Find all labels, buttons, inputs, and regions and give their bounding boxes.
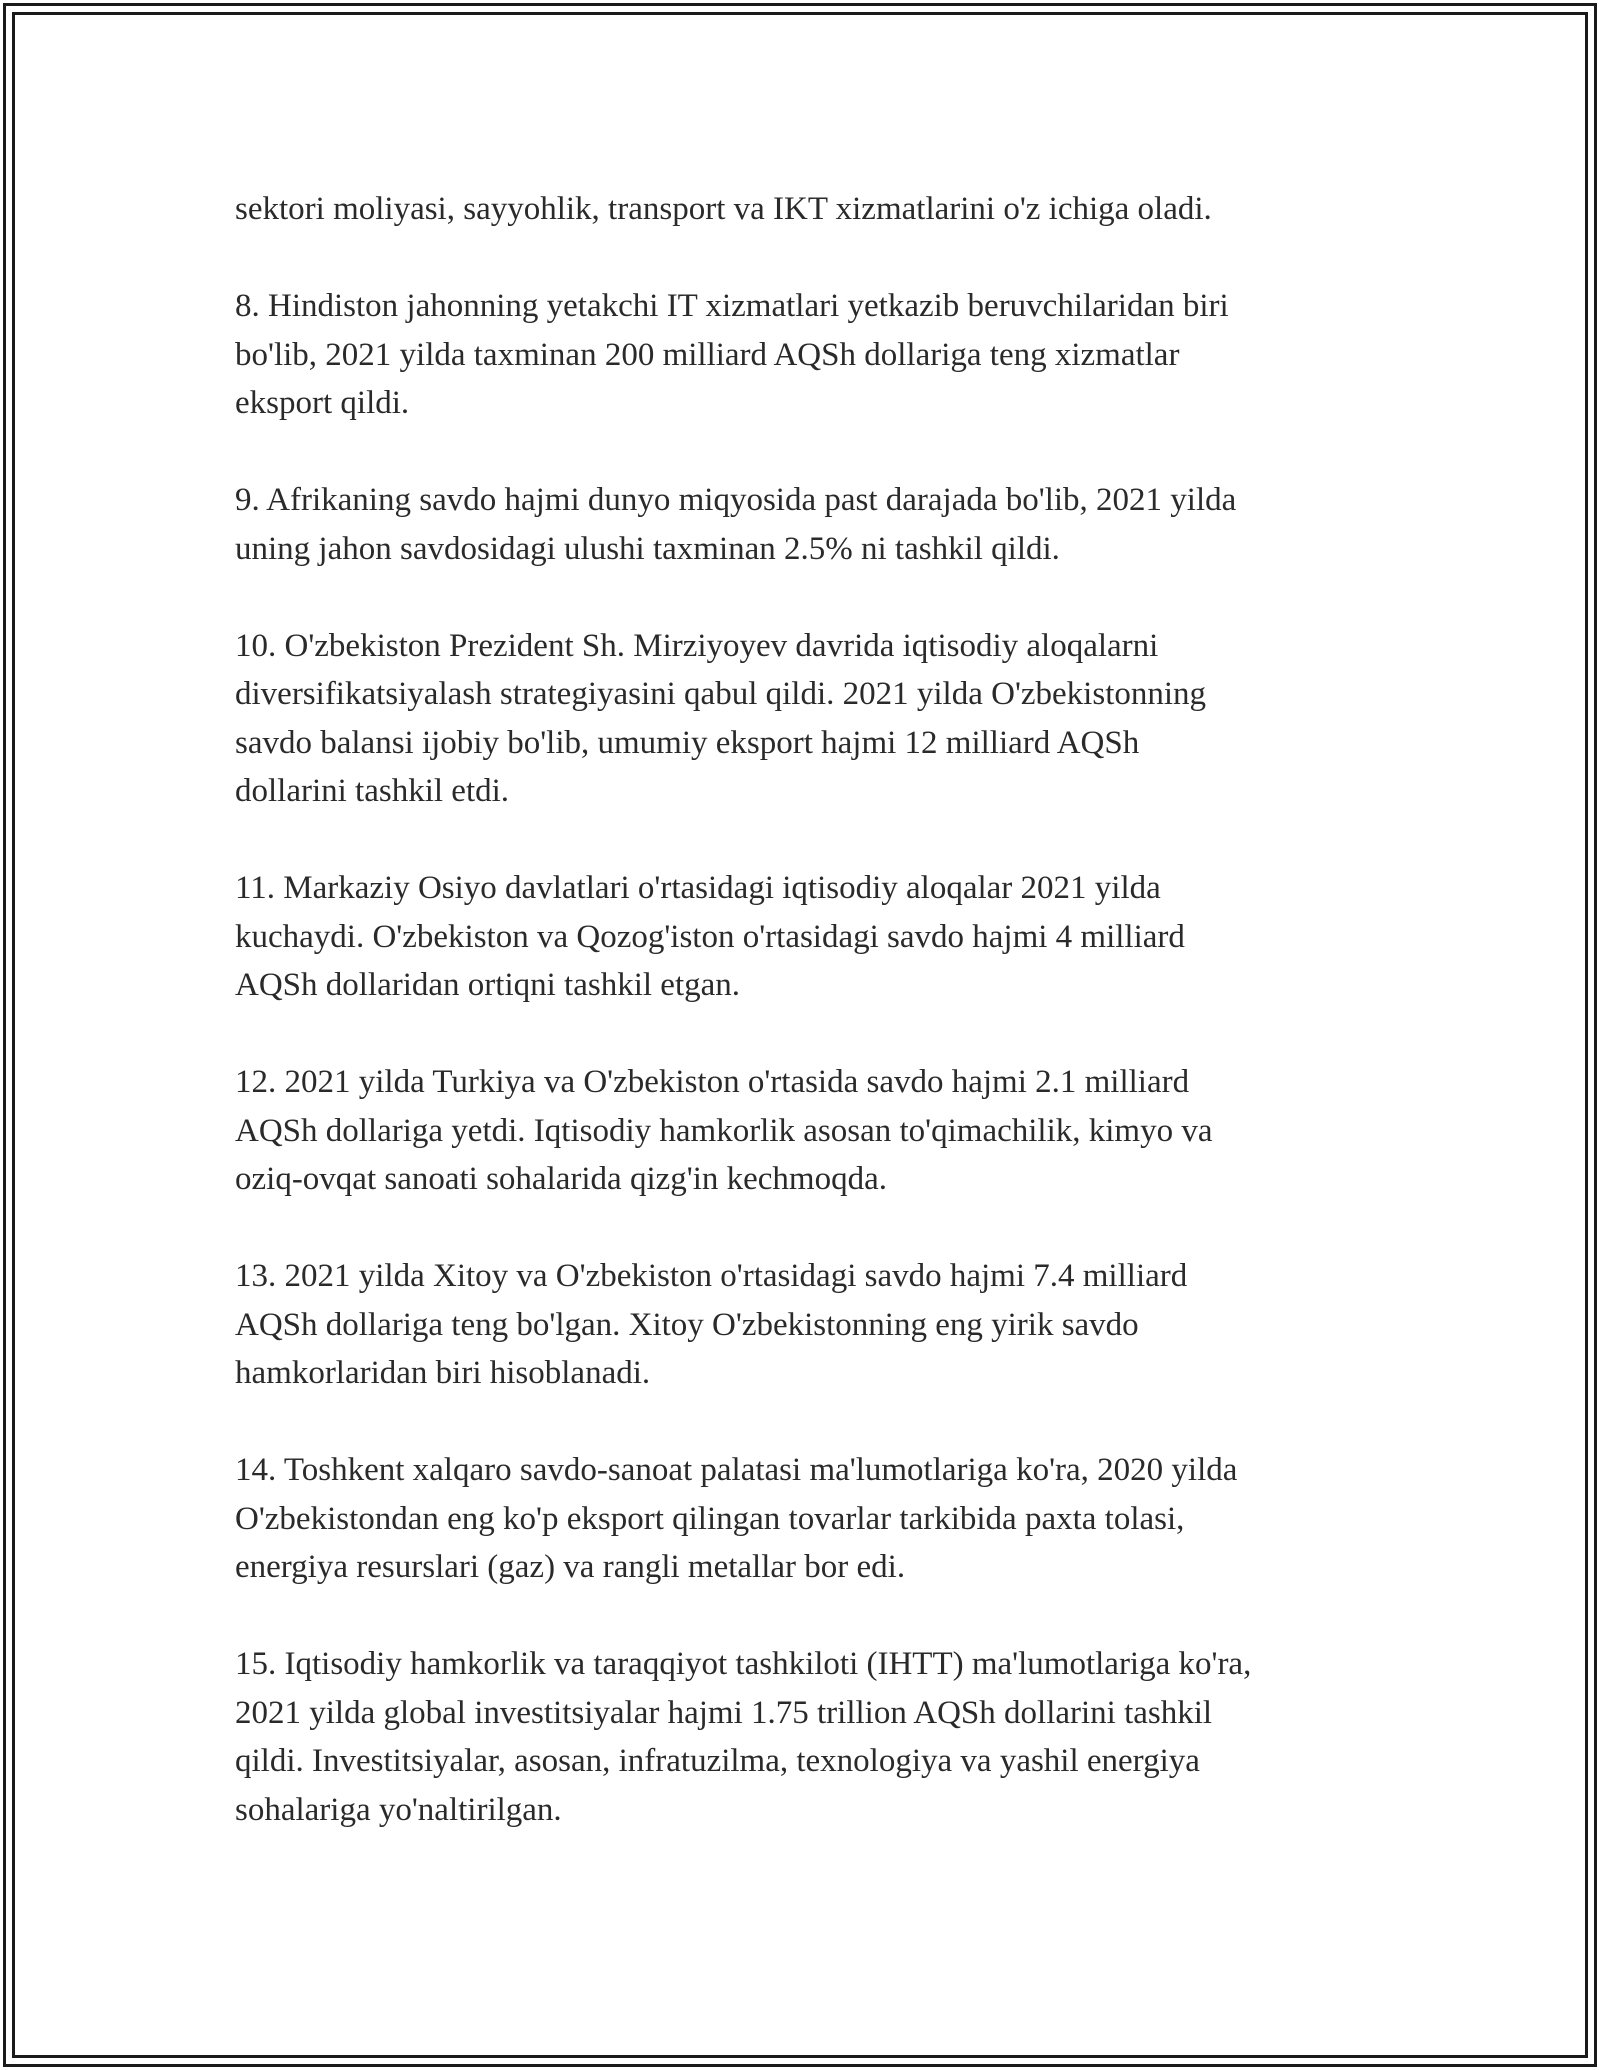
paragraph-item-9: 9. Afrikaning savdo hajmi dunyo miqyosida past darajada bo'lib, 2021 yilda uning jahon savdosidagi ulushi taxminan 2.5% ni tashkil qildi. <box>235 482 1237 567</box>
paragraph-item-14: 14. Toshkent xalqaro savdo-sanoat palatasi ma'lumotlariga ko'ra, 2020 yilda O'zbekistondan eng ko'p eksport qilingan tovarlar tarkibida paxta tolasi, energiya resurslari (gaz) va rangli metallar bor edi. <box>235 1452 1238 1585</box>
paragraph-item-8: 8. Hindiston jahonning yetakchi IT xizmatlari yetkazib beruvchilaridan biri bo'lib, 2021 yilda taxminan 200 milliard AQSh dollariga teng xizmatlar eksport qildi. <box>235 288 1229 421</box>
paragraph-item-15: 15. Iqtisodiy hamkorlik va taraqqiyot tashkiloti (IHTT) ma'lumotlariga ko'ra, 2021 yilda global investitsiyalar hajmi 1.75 trillion AQSh dollarini tashkil qildi. Investitsiyalar, asosan, infratuzilma, texnologiya va yashil energiya sohalariga yo'naltirilgan. <box>235 1646 1252 1828</box>
paragraph-item-10: 10. O'zbekiston Prezident Sh. Mirziyoyev davrida iqtisodiy aloqalarni diversifikatsiyalash strategiyasini qabul qildi. 2021 yilda O'zbekistonning savdo balansi ijobiy bo'lib, umumiy eksport hajmi 12 milliard AQSh dollarini tashkil etdi. <box>235 627 1207 809</box>
paragraph-item-11: 11. Markaziy Osiyo davlatlari o'rtasidagi iqtisodiy aloqalar 2021 yilda kuchaydi. O'zbekiston va Qozog'iston o'rtasidagi savdo hajmi 4 milliard AQSh dollaridan ortiqni tashkil etgan. <box>235 870 1185 1003</box>
paragraph-item-13: 13. 2021 yilda Xitoy va O'zbekiston o'rtasidagi savdo hajmi 7.4 milliard AQSh dollariga teng bo'lgan. Xitoy O'zbekistonning eng yirik savdo hamkorlaridan biri hisoblanadi. <box>235 1258 1188 1391</box>
paragraph-item-12: 12. 2021 yilda Turkiya va O'zbekiston o'rtasida savdo hajmi 2.1 milliard AQSh dollariga yetdi. Iqtisodiy hamkorlik asosan to'qimachilik, kimyo va oziq-ovqat sanoati sohalarida qizg'in kechmoqda. <box>235 1064 1213 1197</box>
paragraph-continuation: sektori moliyasi, sayyohlik, transport va IKT xizmatlarini o'z ichiga oladi. <box>235 191 1212 227</box>
document-body <box>235 185 1385 1883</box>
